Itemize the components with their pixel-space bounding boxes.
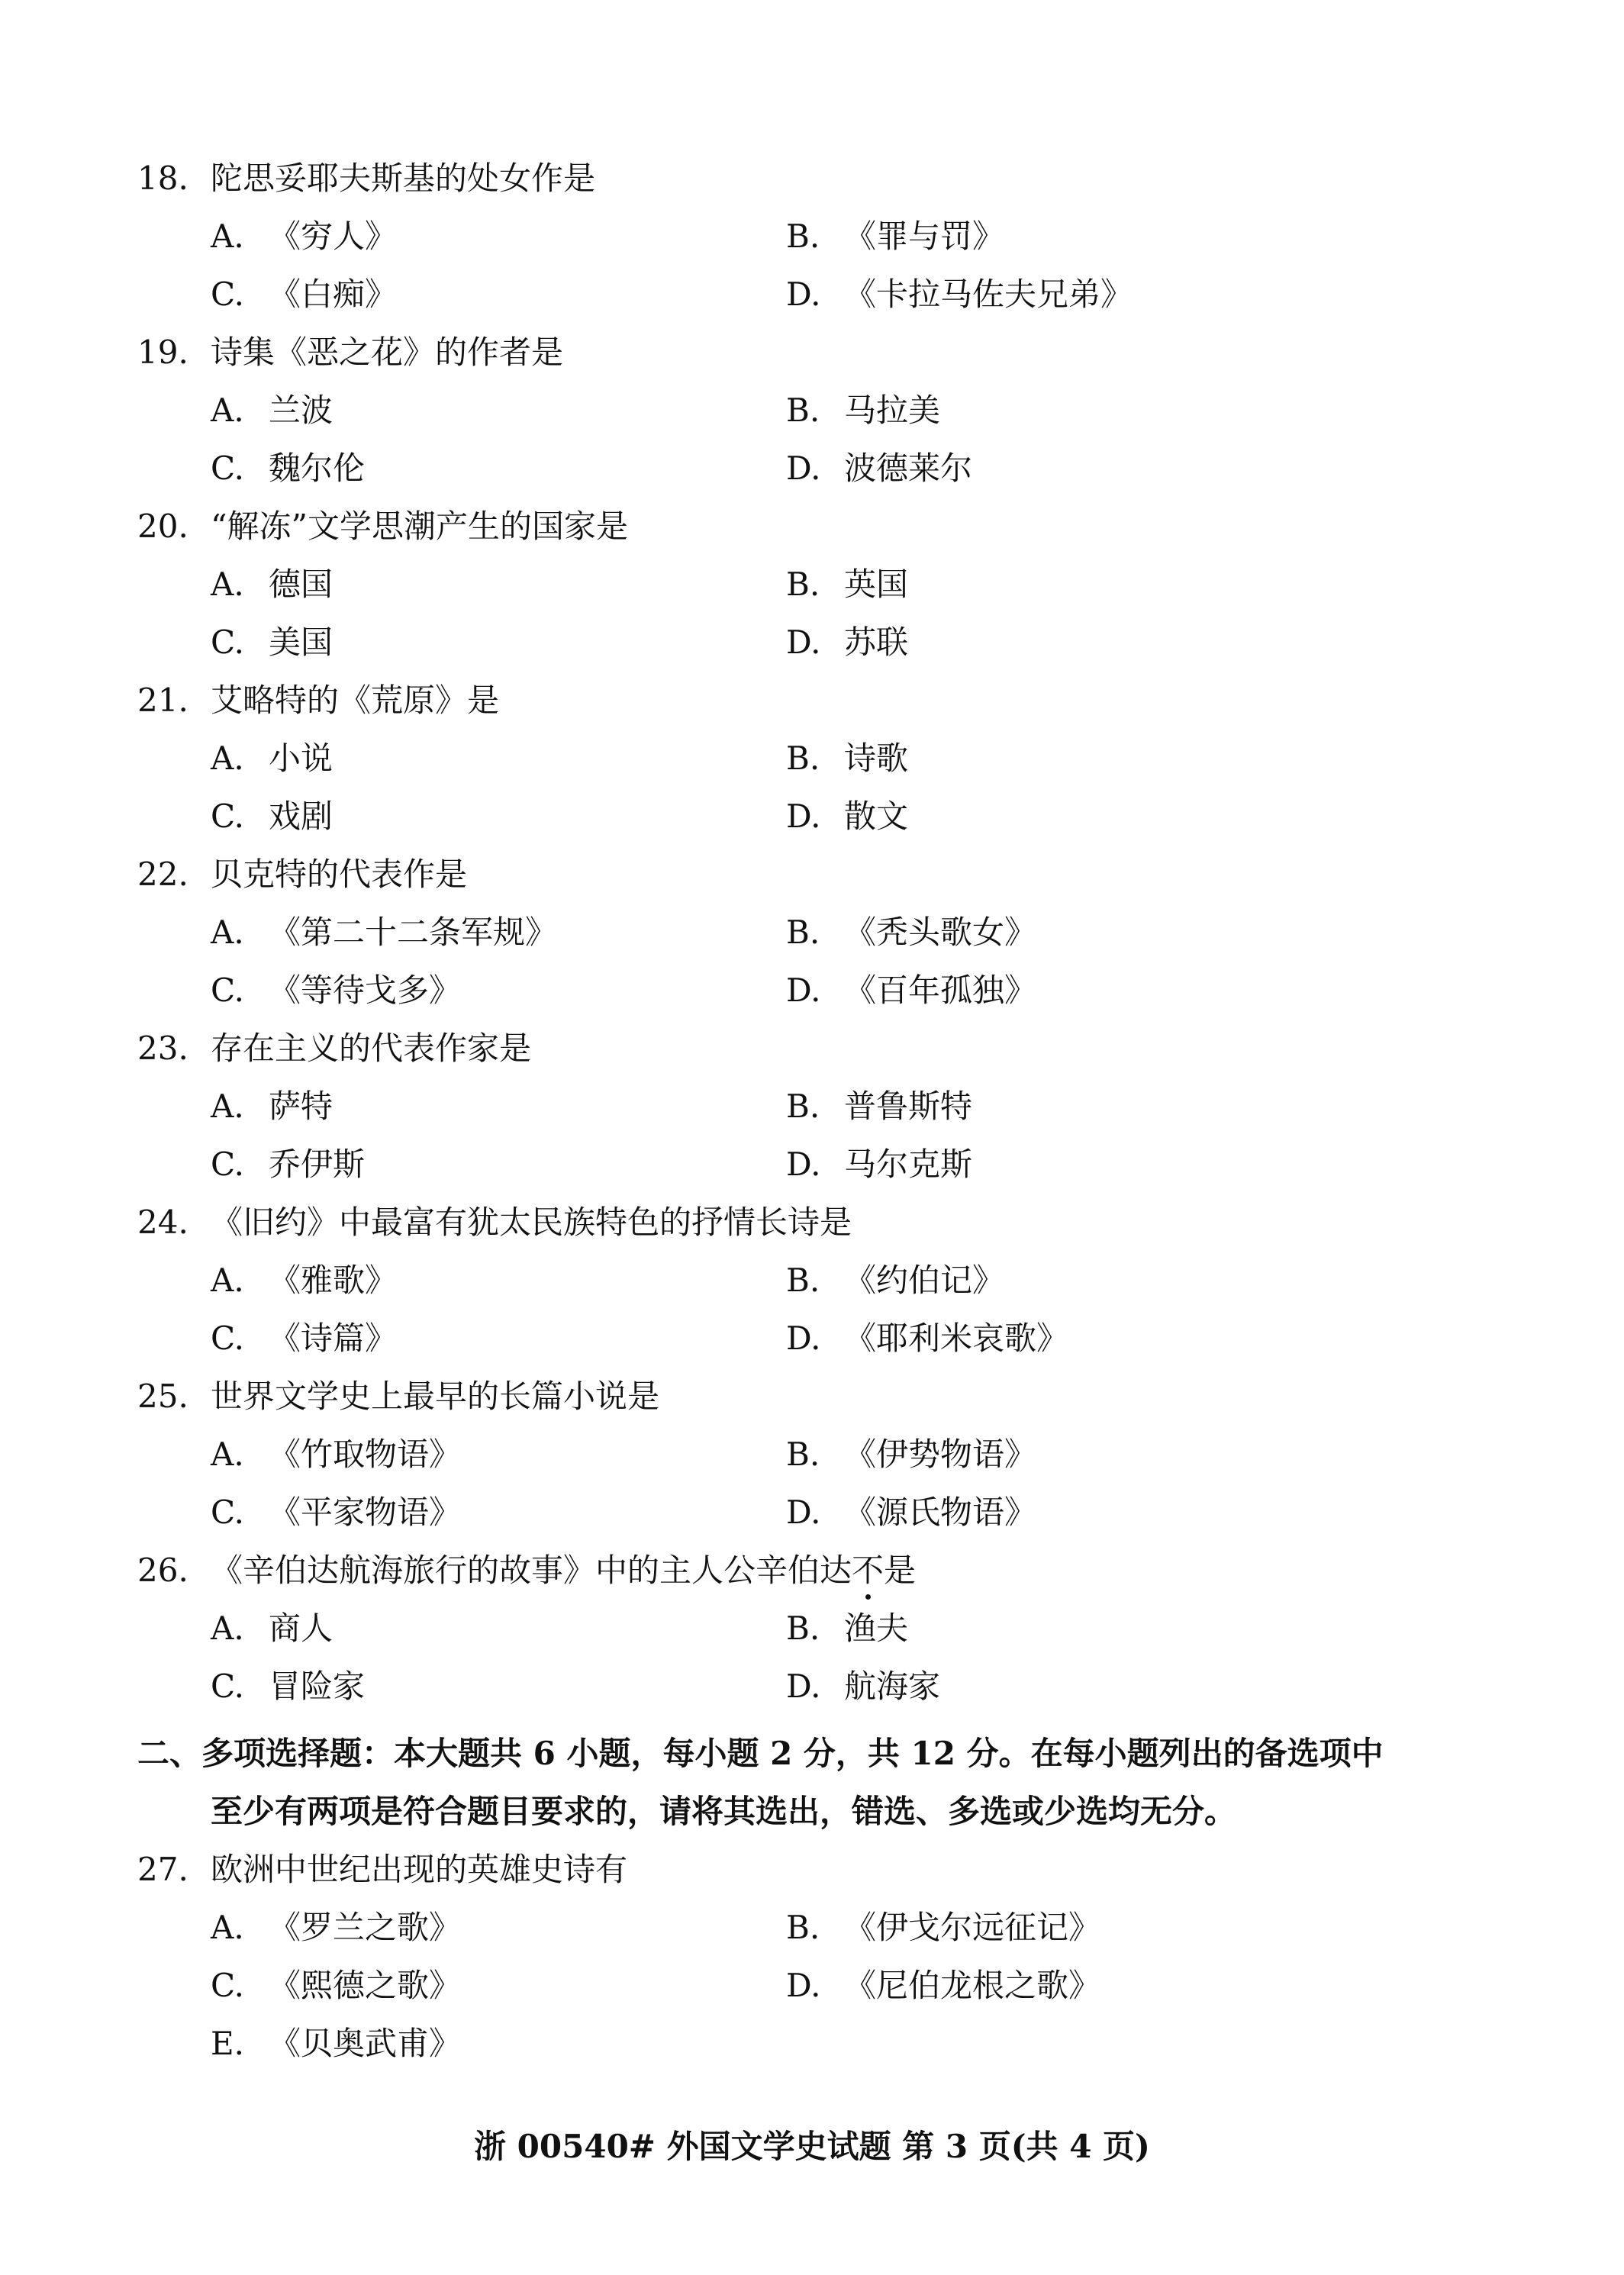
option-c: [211, 1136, 365, 1194]
option-row: [137, 1078, 1511, 1136]
question-21: [137, 672, 1511, 846]
option-letter: C.: [211, 450, 244, 487]
section-line-1: 二、多项选择题：本大题共 6 小题，每小题 2 分，共 12 分。在每小题列出的备选项中: [137, 1735, 1384, 1772]
option-letter: D.: [786, 1320, 821, 1357]
option-letter: C.: [211, 1668, 244, 1705]
option-d: [786, 1658, 940, 1716]
option-letter: C.: [211, 1494, 244, 1531]
option-b: [786, 1252, 1004, 1310]
option-e: [211, 2015, 461, 2073]
option-row: [137, 556, 1511, 614]
question-27: [137, 1841, 1511, 2073]
option-letter: B.: [786, 392, 820, 429]
option-c: [211, 440, 365, 498]
option-c: [211, 614, 333, 672]
option-c: [211, 266, 397, 324]
option-d: [786, 788, 908, 846]
option-d: [786, 1957, 1100, 2015]
option-text: 魏尔伦: [269, 450, 366, 487]
option-letter: B.: [786, 566, 820, 603]
option-b: [786, 208, 1004, 266]
option-letter: E.: [211, 2025, 245, 2062]
option-row: [137, 1310, 1511, 1368]
option-d: [786, 266, 1133, 324]
option-letter: A.: [211, 392, 244, 429]
question-number: 24.: [137, 1204, 188, 1241]
option-letter: D.: [786, 1967, 821, 2004]
option-row: [137, 614, 1511, 672]
option-b: [786, 556, 908, 614]
option-letter: C.: [211, 624, 244, 661]
option-text: 《诗篇》: [269, 1320, 398, 1357]
emphasis-mark: 不: [852, 1542, 884, 1600]
option-letter: D.: [786, 450, 821, 487]
option-text: 戏剧: [269, 798, 334, 835]
option-b: [786, 382, 940, 440]
question-number: 20.: [137, 508, 188, 545]
question-text: 贝克特的代表作是: [211, 856, 468, 893]
question-text: 《旧约》中最富有犹太民族特色的抒情长诗是: [211, 1204, 852, 1241]
option-letter: C.: [211, 798, 244, 835]
option-letter: B.: [786, 914, 820, 951]
question-number: 27.: [137, 1851, 188, 1888]
option-a: [211, 1078, 333, 1136]
stem-part: 是: [884, 1552, 917, 1589]
question-number: 18.: [137, 160, 188, 197]
option-row: [137, 1600, 1511, 1658]
option-c: [211, 1310, 397, 1368]
question-stem: [137, 1020, 1511, 1078]
option-text: 《约伯记》: [844, 1262, 1005, 1299]
option-text: 《源氏物语》: [844, 1494, 1037, 1531]
option-text: 《伊势物语》: [844, 1436, 1037, 1473]
option-row: [137, 788, 1511, 846]
option-text: 美国: [269, 624, 334, 661]
option-b: [786, 1078, 972, 1136]
question-stem: [137, 324, 1511, 382]
option-a: [211, 556, 333, 614]
option-d: [786, 1310, 1068, 1368]
option-row: [137, 440, 1511, 498]
option-text: 《卡拉马佐夫兄弟》: [844, 276, 1133, 313]
option-letter: B.: [786, 1909, 820, 1946]
option-text: 英国: [844, 566, 909, 603]
option-text: 萨特: [269, 1088, 334, 1125]
option-text: 乔伊斯: [269, 1146, 366, 1183]
option-row: [137, 382, 1511, 440]
question-stem: [137, 1841, 1511, 1899]
option-text: 《平家物语》: [269, 1494, 462, 1531]
question-number: 21.: [137, 682, 188, 719]
option-letter: D.: [786, 1146, 821, 1183]
question-stem: [137, 846, 1511, 904]
option-text: 《第二十二条军规》: [269, 914, 558, 951]
question-number: 25.: [137, 1378, 188, 1415]
option-row: [137, 730, 1511, 788]
option-row: [137, 1658, 1511, 1716]
option-letter: A.: [211, 1088, 244, 1125]
option-a: [211, 1600, 333, 1658]
question-text: 世界文学史上最早的长篇小说是: [211, 1378, 660, 1415]
option-text: 《罗兰之歌》: [269, 1909, 462, 1946]
option-letter: D.: [786, 972, 821, 1009]
question-text: 诗集《恶之花》的作者是: [211, 334, 564, 371]
option-a: [211, 1899, 461, 1957]
option-c: [211, 1658, 365, 1716]
question-stem: [137, 498, 1511, 556]
option-text: 《罪与罚》: [844, 218, 1005, 255]
option-row: [137, 1252, 1511, 1310]
option-letter: A.: [211, 740, 244, 777]
option-text: 苏联: [844, 624, 909, 661]
option-text: 渔夫: [844, 1610, 909, 1647]
question-text: 存在主义的代表作家是: [211, 1030, 532, 1067]
option-row: [137, 1484, 1511, 1542]
question-stem: [137, 1194, 1511, 1252]
option-d: [786, 962, 1036, 1020]
option-c: [211, 1957, 461, 2015]
question-26: [137, 1542, 1511, 1716]
question-24: [137, 1194, 1511, 1368]
option-letter: D.: [786, 1494, 821, 1531]
option-text: 航海家: [844, 1668, 941, 1705]
option-letter: B.: [786, 1436, 820, 1473]
option-text: 《秃头歌女》: [844, 914, 1037, 951]
option-d: [786, 1484, 1036, 1542]
option-text: 波德莱尔: [844, 450, 973, 487]
page-footer: 浙 00540# 外国文学史试题 第 3 页(共 4 页): [474, 2128, 1150, 2165]
option-letter: D.: [786, 798, 821, 835]
option-d: [786, 1136, 972, 1194]
option-letter: A.: [211, 1262, 244, 1299]
option-text: 兰波: [269, 392, 334, 429]
option-a: [211, 730, 333, 788]
option-text: 《竹取物语》: [269, 1436, 462, 1473]
option-letter: A.: [211, 218, 244, 255]
option-text: 《雅歌》: [269, 1262, 398, 1299]
option-row: [137, 904, 1511, 962]
question-stem: [137, 1368, 1511, 1426]
option-a: [211, 382, 333, 440]
option-row: [137, 1957, 1511, 2015]
option-letter: C.: [211, 1967, 244, 2004]
option-b: [786, 1600, 908, 1658]
question-stem: [137, 150, 1511, 208]
option-letter: B.: [786, 218, 820, 255]
option-d: [786, 614, 908, 672]
option-letter: A.: [211, 1436, 244, 1473]
option-b: [786, 730, 908, 788]
option-text: 普鲁斯特: [844, 1088, 973, 1125]
stem-part: 《辛伯达航海旅行的故事》中的主人公辛伯达: [211, 1552, 852, 1589]
option-row: [137, 1426, 1511, 1484]
question-text: 艾略特的《荒原》是: [211, 682, 500, 719]
option-row: [137, 1136, 1511, 1194]
option-text: 《百年孤独》: [844, 972, 1037, 1009]
question-text: 陀思妥耶夫斯基的处女作是: [211, 160, 596, 197]
option-text: 德国: [269, 566, 334, 603]
option-d: [786, 440, 972, 498]
option-letter: A.: [211, 1909, 244, 1946]
option-row: [137, 1899, 1511, 1957]
question-number: 26.: [137, 1552, 188, 1589]
option-letter: C.: [211, 972, 244, 1009]
option-text: 诗歌: [844, 740, 909, 777]
question-23: [137, 1020, 1511, 1194]
question-22: [137, 846, 1511, 1020]
question-19: [137, 324, 1511, 498]
option-text: 冒险家: [269, 1668, 366, 1705]
question-number: 19.: [137, 334, 188, 371]
section-line-2: 至少有两项是符合题目要求的，请将其选出，错选、多选或少选均无分。: [211, 1793, 1237, 1830]
option-text: 马尔克斯: [844, 1146, 973, 1183]
question-18: [137, 150, 1511, 324]
option-text: 商人: [269, 1610, 334, 1647]
option-text: 《等待戈多》: [269, 972, 462, 1009]
option-text: 《耶利米哀歌》: [844, 1320, 1069, 1357]
option-letter: B.: [786, 1262, 820, 1299]
option-letter: C.: [211, 1320, 244, 1357]
option-a: [211, 1426, 461, 1484]
option-letter: C.: [211, 276, 244, 313]
section-heading: [137, 1725, 1511, 1841]
question-text: 欧洲中世纪出现的英雄史诗有: [211, 1851, 628, 1888]
option-a: [211, 208, 397, 266]
option-letter: B.: [786, 740, 820, 777]
question-number: 23.: [137, 1030, 188, 1067]
option-letter: D.: [786, 276, 821, 313]
question-stem: [137, 1542, 1511, 1600]
option-row: [137, 266, 1511, 324]
option-letter: D.: [786, 1668, 821, 1705]
option-row: [137, 962, 1511, 1020]
option-b: [786, 1426, 1036, 1484]
option-text: 《伊戈尔远征记》: [844, 1909, 1101, 1946]
option-text: 《贝奥武甫》: [269, 2025, 462, 2062]
option-row: [137, 208, 1511, 266]
option-text: 散文: [844, 798, 909, 835]
option-text: 马拉美: [844, 392, 941, 429]
option-text: 《白痴》: [269, 276, 398, 313]
option-c: [211, 1484, 461, 1542]
option-a: [211, 1252, 397, 1310]
option-row: [137, 2015, 1511, 2073]
option-text: 《尼伯龙根之歌》: [844, 1967, 1101, 2004]
option-text: 《穷人》: [269, 218, 398, 255]
option-b: [786, 904, 1036, 962]
option-text: 小说: [269, 740, 334, 777]
option-c: [211, 962, 461, 1020]
question-text: “解冻”文学思潮产生的国家是: [211, 508, 628, 545]
option-letter: C.: [211, 1146, 244, 1183]
option-letter: B.: [786, 1610, 820, 1647]
option-c: [211, 788, 333, 846]
question-25: [137, 1368, 1511, 1542]
option-b: [786, 1899, 1100, 1957]
question-20: [137, 498, 1511, 672]
option-letter: B.: [786, 1088, 820, 1125]
option-letter: A.: [211, 914, 244, 951]
option-letter: A.: [211, 566, 244, 603]
option-letter: D.: [786, 624, 821, 661]
question-stem: [137, 672, 1511, 730]
option-a: [211, 904, 557, 962]
option-letter: A.: [211, 1610, 244, 1647]
question-text: [211, 1542, 916, 1600]
option-text: 《熙德之歌》: [269, 1967, 462, 2004]
question-number: 22.: [137, 856, 188, 893]
